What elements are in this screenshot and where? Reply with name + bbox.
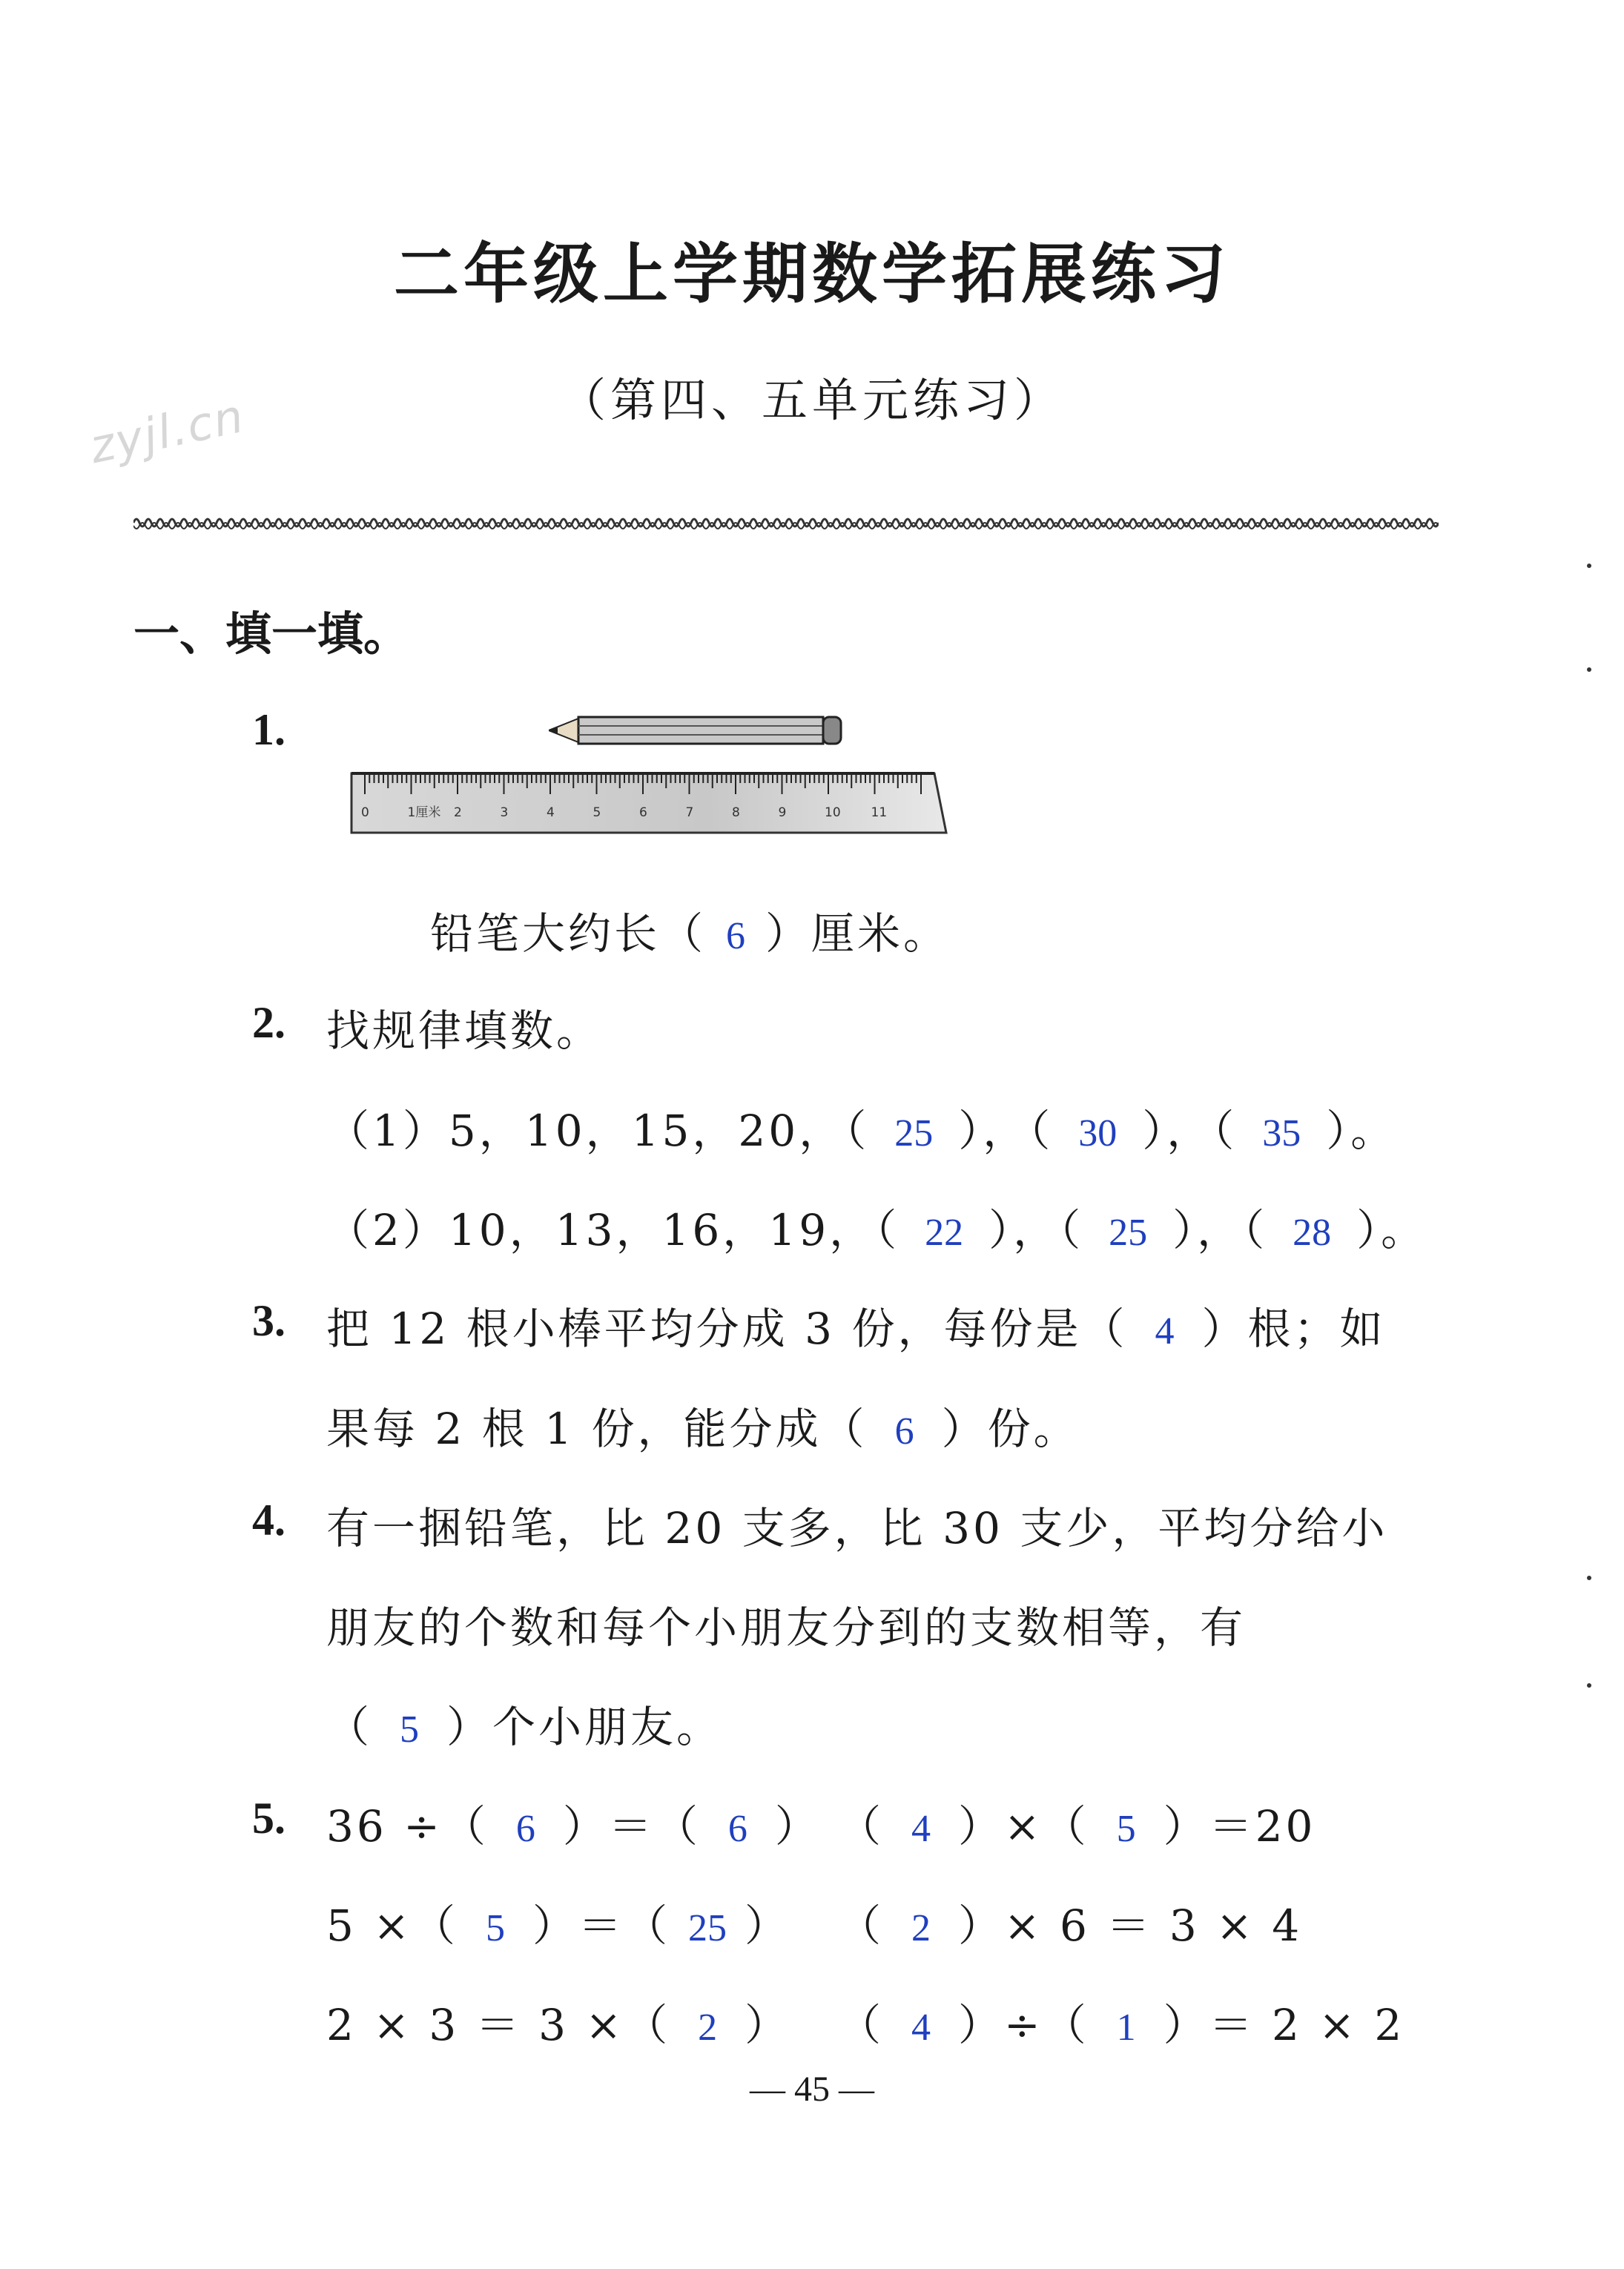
scan-speck: [1587, 667, 1591, 672]
answer: 4: [911, 1808, 931, 1850]
ruler-label: 6: [639, 805, 647, 820]
ruler-label: 3: [500, 805, 509, 820]
question-4-line-3: （ 5 ）个小朋友。: [326, 1702, 723, 1752]
section-heading: 一、填一填。: [133, 607, 410, 661]
question-5-row-2-right: （ 2 ）× 6 ＝ 3 × 4: [838, 1900, 1303, 1951]
page-number: — 45 —: [750, 2070, 874, 2109]
answer: 6: [726, 915, 746, 957]
question-2-text: 找规律填数。: [326, 1005, 603, 1056]
page-title: 二年级上学期数学拓展练习: [393, 235, 1230, 312]
question-3-line-2: 果每 2 根 1 份，能分成（ 6 ）份。: [326, 1404, 1080, 1454]
answer: 2: [698, 2007, 718, 2049]
answer: 6: [894, 1410, 914, 1453]
answer: 30: [1078, 1112, 1118, 1155]
question-4-number: 4.: [252, 1496, 285, 1545]
answer: 1: [1116, 2007, 1136, 2049]
answer: 6: [515, 1808, 535, 1850]
ruler-label: 9: [778, 805, 787, 820]
question-2-part-2: （2）10，13，16，19，（ 22 ），（ 25 ），（ 28 ）。: [326, 1205, 1427, 1255]
page-subtitle: （第四、五单元练习）: [559, 373, 1064, 427]
ruler-illustration: [349, 767, 949, 838]
wavy-divider: [133, 512, 1439, 534]
question-5-row-1-right: （ 4 ）×（ 5 ）＝20: [838, 1801, 1316, 1852]
question-3-number: 3.: [252, 1296, 285, 1345]
ruler-label: 2: [454, 805, 462, 820]
question-5-row-2-left: 5 ×（ 5 ）＝（ 25 ）: [326, 1900, 790, 1951]
question-5-row-1-left: 36 ÷（ 6 ）＝（ 6 ）: [326, 1801, 821, 1852]
question-5-number: 5.: [252, 1794, 285, 1843]
ruler-label: 0: [361, 805, 369, 820]
ruler-label: 8: [732, 805, 740, 820]
scan-speck: [1587, 1576, 1591, 1580]
answer: 25: [687, 1907, 727, 1949]
answer: 5: [1116, 1808, 1136, 1850]
answer: 4: [911, 2007, 931, 2049]
answer: 35: [1262, 1112, 1301, 1155]
question-5-row-3-right: （ 4 ）÷（ 1 ）＝ 2 × 2: [838, 2000, 1405, 2050]
question-1-number: 1.: [252, 705, 285, 754]
ruler-label: 11: [871, 805, 888, 820]
ruler-label: 7: [685, 805, 694, 820]
answer: 25: [894, 1112, 934, 1155]
pencil-illustration: [549, 708, 845, 753]
question-2-number: 2.: [252, 998, 285, 1047]
ruler-label: 1厘米: [407, 805, 441, 820]
watermark: zyjl.cn: [85, 388, 250, 475]
answer: 5: [485, 1907, 505, 1949]
answer: 4: [1155, 1310, 1175, 1353]
answer: 2: [911, 1907, 931, 1949]
answer: 28: [1293, 1212, 1332, 1254]
question-3-line-1: 把 12 根小棒平均分成 3 份，每份是（ 4 ）根；如: [326, 1304, 1386, 1354]
answer: 5: [400, 1708, 420, 1751]
ruler-label: 10: [825, 805, 841, 820]
answer: 25: [1109, 1212, 1148, 1254]
question-2-part-1: （1）5，10，15，20，（ 25 ），（ 30 ），（ 35 ）。: [326, 1106, 1397, 1156]
answer: 22: [925, 1212, 964, 1254]
question-4-line-1: 有一捆铅笔，比 20 支多，比 30 支少，平均分给小: [326, 1503, 1388, 1553]
question-4-line-2: 朋友的个数和每个小朋友分到的支数相等，有: [326, 1602, 1247, 1653]
answer: 6: [727, 1808, 747, 1850]
scan-speck: [1587, 564, 1591, 568]
question-5-row-3-left: 2 × 3 ＝ 3 ×（ 2 ）: [326, 2000, 791, 2050]
question-1-text: 铅笔大约长（ 6 ）厘米。: [430, 908, 950, 959]
ruler-label: 4: [547, 805, 555, 820]
scan-speck: [1587, 1683, 1591, 1688]
ruler-label: 5: [593, 805, 601, 820]
